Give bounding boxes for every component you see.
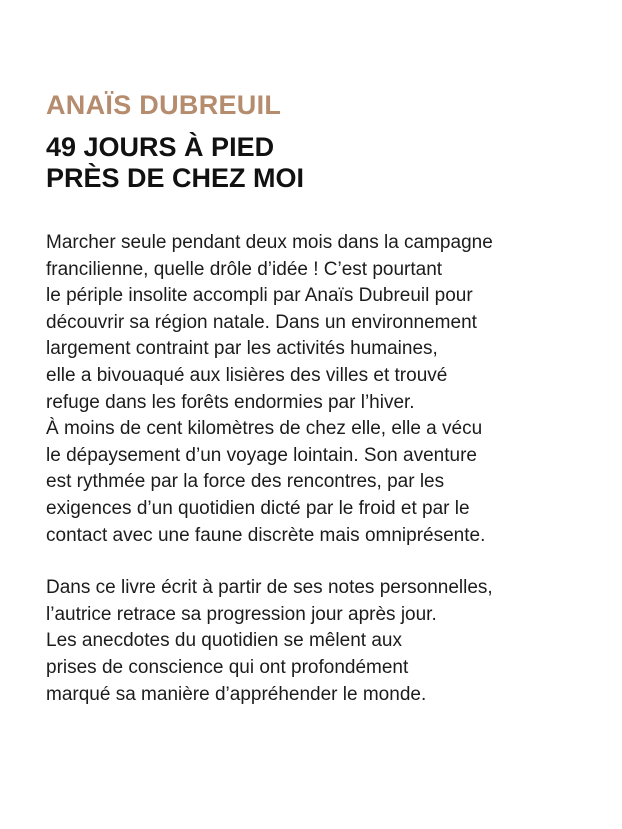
text-line: l’autrice retrace sa progression jour après jour.	[46, 603, 437, 625]
text-line: découvrir sa région natale. Dans un environnement	[46, 311, 477, 333]
text-line: prises de conscience qui ont profondément	[46, 656, 409, 678]
text-line: À moins de cent kilomètres de chez elle, elle a vécu	[46, 418, 483, 440]
text-line: marqué sa manière d’appréhender le monde.	[46, 683, 427, 705]
text-line: Dans ce livre écrit à partir de ses notes personnelles,	[46, 577, 493, 599]
synopsis-paragraph-1	[46, 230, 606, 549]
text-line: est rythmée par la force des rencontres, par les	[46, 471, 445, 493]
text-line: le dépaysement d’un voyage lointain. Son aventure	[46, 444, 477, 466]
book-title-line-1: 49 JOURS À PIED	[46, 132, 275, 162]
author-name: ANAÏS DUBREUIL	[46, 90, 282, 120]
text-line: elle a bivouaqué aux lisières des villes et trouvé	[46, 364, 448, 386]
text-line: largement contraint par les activités humaines,	[46, 338, 438, 360]
book-title	[46, 132, 606, 194]
synopsis	[46, 230, 606, 708]
synopsis-paragraph-2	[46, 575, 606, 708]
book-title-line-2: PRÈS DE CHEZ MOI	[46, 163, 305, 193]
text-line: le périple insolite accompli par Anaïs Dubreuil pour	[46, 285, 473, 307]
text-line: francilienne, quelle drôle d’idée ! C’est pourtant	[46, 258, 443, 280]
text-line: contact avec une faune discrète mais omniprésente.	[46, 524, 486, 546]
text-line: Les anecdotes du quotidien se mêlent aux	[46, 630, 402, 652]
text-line: refuge dans les forêts endormies par l’hiver.	[46, 391, 415, 413]
book-back-cover	[46, 88, 606, 708]
text-line: Marcher seule pendant deux mois dans la campagne	[46, 232, 493, 253]
text-line: exigences d’un quotidien dicté par le froid et par le	[46, 497, 470, 519]
